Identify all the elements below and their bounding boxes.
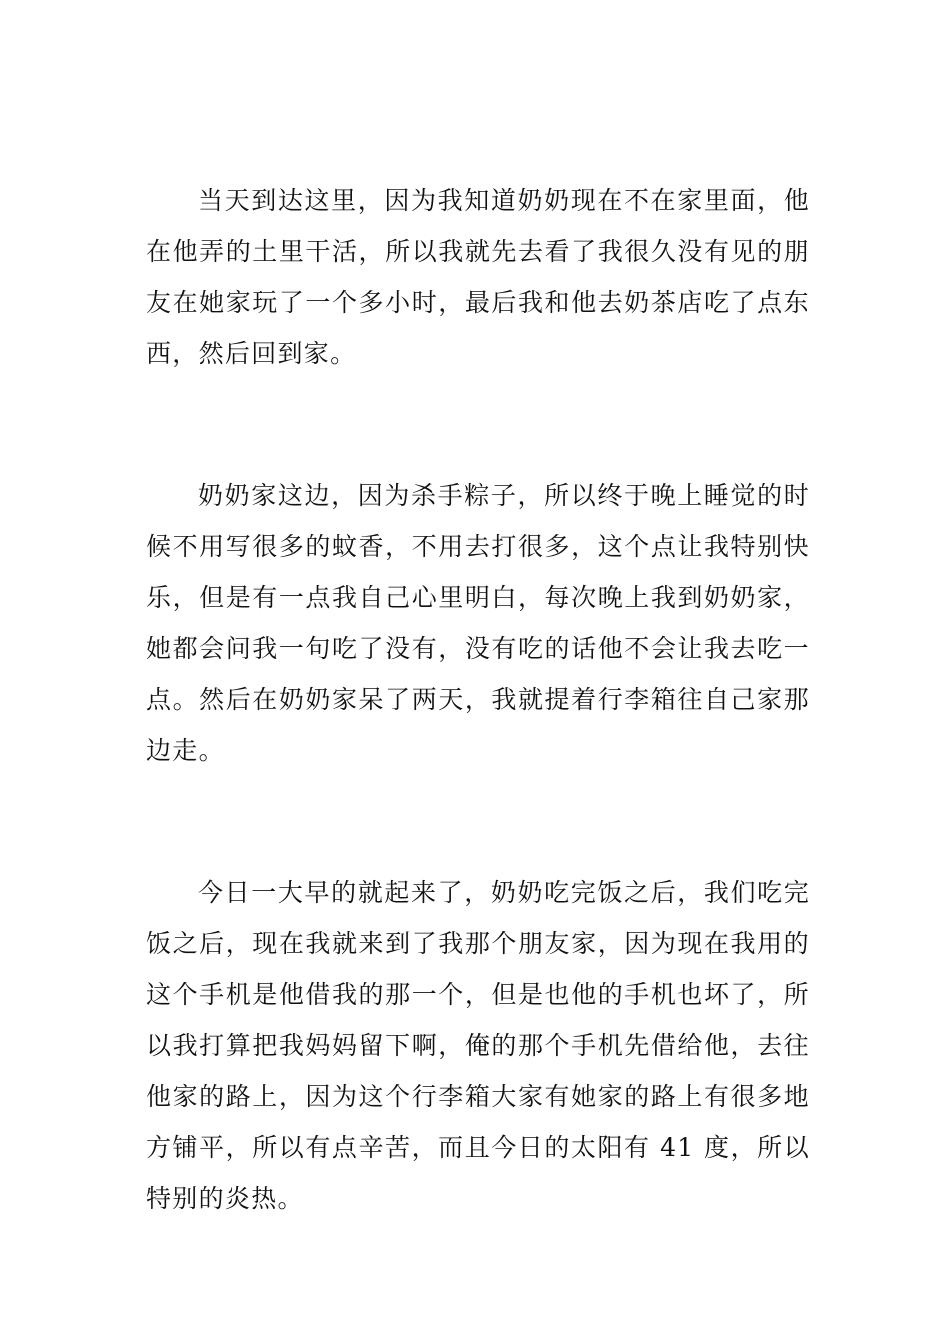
paragraph-3: 今日一大早的就起来了，奶奶吃完饭之后，我们吃完饭之后，现在我就来到了我那个朋友家，因为现在我用的这个手机是他借我的那一个，但是也他的手机也坏了，所以我打算把我妈妈留下啊，俺的那个手机先借给他，去往他家的路上，因为这个行李箱大家有她家的路上有很多地方铺平，所以有点辛苦，而且今日的太阳有 41 度，所以特别的炎热。 <box>146 878 810 1213</box>
paragraph-1: 当天到达这里，因为我知道奶奶现在不在家里面，他在他弄的土里干活，所以我就先去看了我很久没有见的朋友在她家玩了一个多小时，最后我和他去奶茶店吃了点东西，然后回到家。 <box>146 186 810 368</box>
paragraph-2: 奶奶家这边，因为杀手粽子，所以终于晚上睡觉的时候不用写很多的蚊香，不用去打很多，这个点让我特别快乐，但是有一点我自己心里明白，每次晚上我到奶奶家，她都会问我一句吃了没有，没有吃的话他不会让我去吃一点。然后在奶奶家呆了两天，我就提着行李箱往自己家那边走。 <box>146 481 810 765</box>
